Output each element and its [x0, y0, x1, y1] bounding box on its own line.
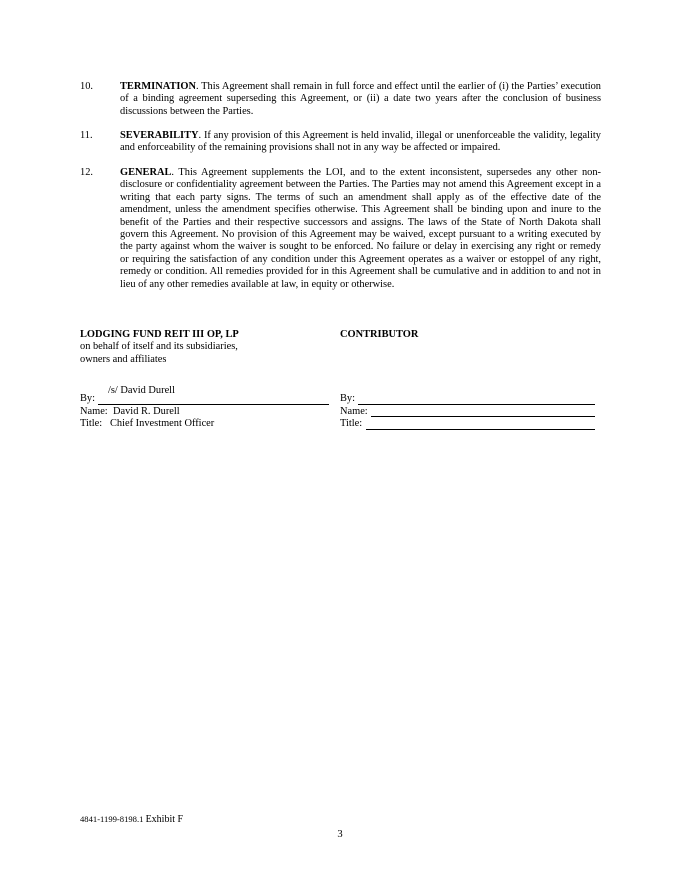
right-signature-block: [340, 393, 596, 431]
right-name-row: [340, 406, 596, 419]
left-party-heading: [80, 329, 330, 366]
signature: /s/ David Durell: [108, 385, 175, 397]
name-line: [371, 416, 595, 417]
section-number: 12.: [80, 167, 93, 178]
right-title-row: [340, 418, 596, 431]
name-label: Name:: [80, 405, 108, 417]
by-label: By:: [340, 393, 356, 405]
section-body: [120, 130, 601, 155]
name-value: David R. Durell: [113, 405, 180, 417]
section-text: . This Agreement supplements the LOI, and to the extent inconsistent, supersedes any other non-disclosure or confidentiality agreement between the Parties. The Parties may not amend this Agreement except in a writing that each party signs. The terms of such an amendment shall apply as of the effective date of the amendment, unless the amendment specifies otherwise. This Agreement shall be binding upon and inure to the benefit of the Parties and their respective successors and assigns. The laws of the State of North Dakota shall govern this Agreement. No provision of this Agreement may be waived, except pursuant to a writing executed by the party against whom the waiver is sought to be enforced. No failure or delay in exercising any right or remedy or requiring the satisfaction of any condition under this Agreement operates as a waiver or estoppel of any right, remedy or condition. All remedies provided for in this Agreement shall be cumulative and in addition to and not in lieu of any other remedies available at law, in equity or otherwise.: [120, 167, 601, 290]
section-heading: TERMINATION: [120, 81, 197, 92]
left-name-row: [80, 406, 330, 419]
name-label: Name:: [340, 405, 368, 417]
section-body: [120, 167, 601, 291]
title-label: Title:: [80, 418, 103, 430]
left-signature-block: [80, 385, 330, 431]
left-party-description-line2: owners and affiliates: [80, 353, 167, 365]
signature-line: [358, 404, 595, 405]
left-party-description-line1: on behalf of itself and its subsidiaries,: [80, 341, 238, 353]
by-label: By:: [80, 393, 96, 405]
footer-document-reference: [80, 814, 183, 825]
left-title-row: [80, 418, 330, 431]
right-party-name: CONTRIBUTOR: [340, 329, 419, 340]
section-number: 11.: [80, 130, 93, 141]
exhibit-label: Exhibit F: [145, 814, 184, 825]
section-number: 10.: [80, 81, 93, 92]
section-heading: GENERAL: [120, 167, 172, 178]
title-label: Title:: [340, 418, 363, 430]
section-text: . This Agreement shall remain in full force and effect until the earlier of (i) the Parties’ execution of a binding agreement superseding this Agreement, or (ii) a date two years after the conclusion of business discussions between the Parties.: [120, 81, 601, 117]
right-by-row: [340, 393, 596, 406]
right-party-heading: [340, 329, 596, 341]
title-line: [366, 429, 595, 430]
page-number: 3: [337, 829, 343, 840]
section-text: . If any provision of this Agreement is held invalid, illegal or unenforceable the validity, legality and enforceability of the remaining provisions shall not in any way be affected or impaired.: [120, 130, 601, 154]
section-body: [120, 81, 601, 118]
left-by-row: [80, 385, 330, 406]
signature-line: [98, 404, 329, 405]
doc-ref-number: 4841-1199-8198.1: [80, 814, 144, 824]
left-party-name: LODGING FUND REIT III OP, LP: [80, 329, 239, 340]
section-heading: SEVERABILITY: [120, 130, 199, 141]
title-value: Chief Investment Officer: [110, 418, 215, 430]
